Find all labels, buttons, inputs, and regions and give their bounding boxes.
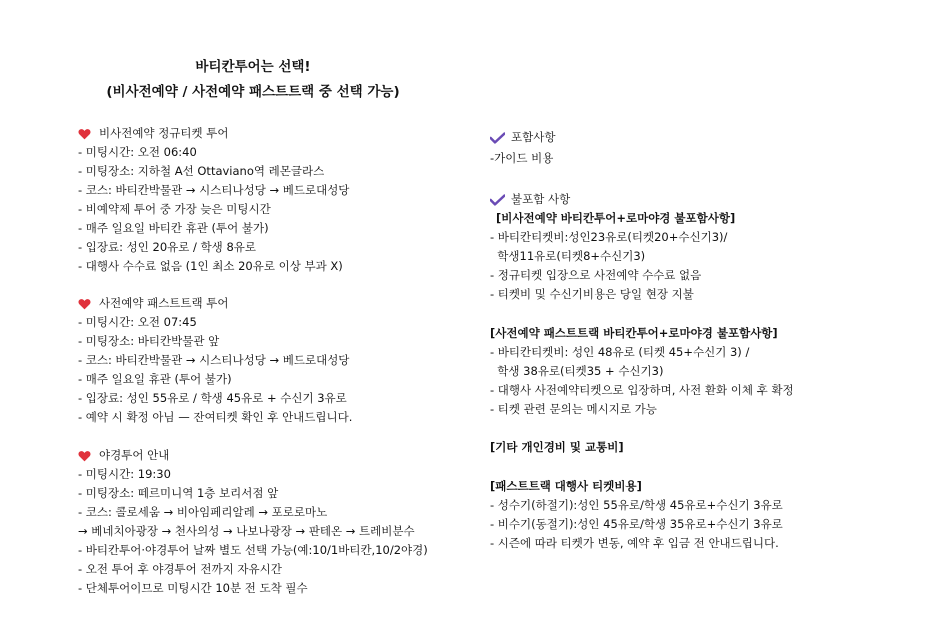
right-group4: [490, 477, 783, 553]
included-heading-text: 포함사항: [511, 130, 556, 144]
page-title: 바티칸투어는 선택!: [195, 59, 311, 75]
list-item: - 미팅시간: 오전 07:45: [78, 315, 197, 329]
section-night-tour-heading: [78, 446, 428, 465]
group-title: [패스트트랙 대행사 티켓비용]: [490, 479, 642, 493]
section-regular-ticket-heading: [78, 124, 349, 143]
list-item: - 비예약제 투어 중 가장 늦은 미팅시간: [78, 202, 271, 216]
list-item: - 바티칸투어·야경투어 날짜 별도 선택 가능(예:10/1바티칸,10/2야경): [78, 543, 428, 557]
list-item: - 대행사 수수료 없음 (1인 최소 20유로 이상 부과 X): [78, 259, 343, 273]
list-item: 학생 38유로(티켓35 + 수신기3): [490, 364, 664, 378]
heart-icon: [78, 450, 91, 462]
group-title: [비사전예약 바티칸투어+로마야경 불포함사항]: [496, 211, 736, 225]
list-item: - 단체투어이므로 미팅시간 10분 전 도착 필수: [78, 581, 308, 595]
right-group2: [490, 324, 794, 419]
list-item: - 미팅장소: 지하철 A선 Ottaviano역 레몬글라스: [78, 164, 325, 178]
list-item: - 정규티켓 입장으로 사전예약 수수료 없음: [490, 268, 702, 282]
list-item: - 대행사 사전예약티켓으로 입장하며, 사전 환화 이체 후 확정: [490, 383, 794, 397]
section-heading-text: 사전예약 패스트트랙 투어: [99, 296, 229, 310]
right-excluded: [490, 190, 735, 304]
excluded-heading: [490, 190, 735, 209]
section-heading-text: 비사전예약 정규티켓 투어: [99, 126, 229, 140]
list-item: - 입장료: 성인 20유로 / 학생 8유로: [78, 240, 256, 254]
left-column-section2: [78, 294, 352, 427]
check-icon: [490, 132, 505, 144]
list-item: - 성수기(하절기):성인 55유로/학생 45유로+수신기 3유로: [490, 498, 783, 512]
list-item: - 오전 투어 후 야경투어 전까지 자유시간: [78, 562, 282, 576]
list-item: - 미팅시간: 오전 06:40: [78, 145, 197, 159]
group-title: [사전예약 패스트트랙 바티칸투어+로마야경 불포함사항]: [490, 326, 778, 340]
included-heading: [490, 128, 555, 147]
left-column-section3: [78, 446, 428, 598]
list-item: - 예약 시 확정 아님 — 잔여티켓 확인 후 안내드립니다.: [78, 410, 353, 424]
list-item: - 바티칸티켓비: 성인 48유로 (티켓 45+수신기 3) /: [490, 345, 750, 359]
excluded-heading-text: 불포함 사항: [511, 192, 571, 206]
right-included: [490, 128, 555, 168]
section-heading-text: 야경투어 안내: [99, 448, 170, 462]
list-item: 학생11유로(티켓8+수신기3): [490, 249, 646, 263]
section-fasttrack-heading: [78, 294, 352, 313]
list-item: -가이드 비용: [490, 151, 554, 165]
list-item: - 매주 일요일 바티칸 휴관 (투어 불가): [78, 221, 269, 235]
group-title: [기타 개인경비 및 교통비]: [490, 440, 624, 454]
check-icon: [490, 194, 505, 206]
right-group3: [490, 438, 624, 457]
heart-icon: [78, 298, 91, 310]
list-item: - 비수기(동절기):성인 45유로/학생 35유로+수신기 3유로: [490, 517, 783, 531]
list-item: - 시즌에 따라 티켓가 변동, 예약 후 입금 전 안내드립니다.: [490, 536, 779, 550]
list-item: - 바티칸티켓비:성인23유로(티켓20+수신기3)/: [490, 230, 728, 244]
list-item: - 미팅시간: 19:30: [78, 467, 171, 481]
heart-icon: [78, 128, 91, 140]
list-item: - 코스: 바티칸박물관 → 시스티나성당 → 베드로대성당: [78, 183, 350, 197]
list-item: - 입장료: 성인 55유로 / 학생 45유로 + 수신기 3유로: [78, 391, 347, 405]
list-item: - 코스: 바티칸박물관 → 시스티나성당 → 베드로대성당: [78, 353, 350, 367]
list-item: - 미팅장소: 떼르미니역 1층 보리서점 앞: [78, 486, 279, 500]
left-column: [78, 124, 349, 276]
list-item: - 미팅장소: 바티칸박물관 앞: [78, 334, 220, 348]
list-item: - 티켓비 및 수신기비용은 당일 현장 지불: [490, 287, 694, 301]
list-item: - 매주 일요일 휴관 (투어 불가): [78, 372, 232, 386]
list-item: - 티켓 관련 문의는 메시지로 가능: [490, 402, 657, 416]
page-subtitle: (비사전예약 / 사전예약 패스트트랙 중 선택 가능): [106, 84, 400, 100]
list-item: - 코스: 콜로세움 → 비아임페리알레 → 포로로마노: [78, 505, 328, 519]
list-item: → 베네치아광장 → 천사의성 → 나보나광장 → 판테온 → 트레비분수: [78, 524, 415, 538]
